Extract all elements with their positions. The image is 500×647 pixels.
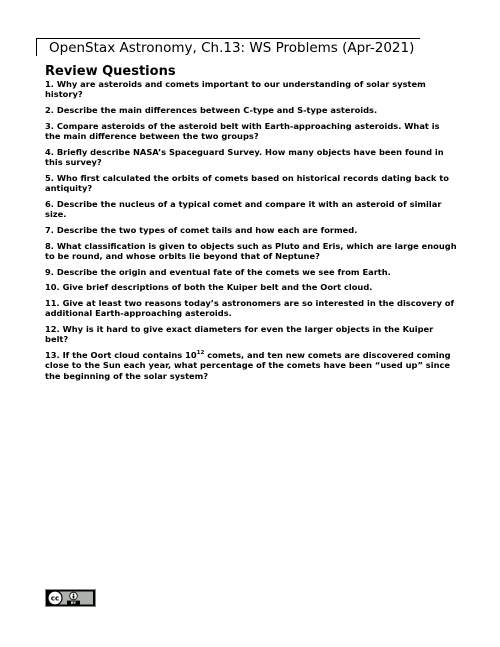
question-3: 3. Compare asteroids of the asteroid belt with Earth-approaching asteroids. What is the main difference between the two groups?	[45, 120, 440, 141]
cc-by-label: BY	[70, 601, 77, 605]
question-9: 9. Describe the origin and eventual fate of the comets we see from Earth.	[45, 266, 391, 277]
question-2: 2. Describe the main differences between C-type and S-type asteroids.	[45, 105, 378, 115]
question-13-text-start: 13. If the Oort cloud contains 10	[45, 350, 197, 361]
question-1: 1. Why are asteroids and comets important to our understanding of solar system history?	[45, 79, 426, 100]
question-5: 5. Who first calculated the orbits of comets based on historical records dating back to antiquity?	[45, 172, 449, 193]
question-10: 10. Give brief descriptions of both the Kuiper belt and the Oort cloud.	[45, 282, 373, 293]
question-13-exponent: 12	[196, 350, 205, 357]
cc-letters: cc	[50, 594, 60, 603]
question-6: 6. Describe the nucleus of a typical comet and compare it with an asteroid of similar size.	[45, 198, 442, 219]
question-13-text-end: comets, and ten new comets are discovered coming close to the Sun each year, what percentage of the comets have been “used up” since the beginning of the solar system?	[45, 350, 451, 381]
question-4: 4. Briefly describe NASA’s Spaceguard Survey. How many objects have been found in this survey?	[45, 146, 444, 167]
section-heading: Review Questions	[45, 64, 176, 79]
header-bar	[36, 38, 420, 56]
cc-by-license-badge[interactable]	[45, 589, 96, 607]
question-7: 7. Describe the two types of comet tails and how each are formed.	[45, 224, 358, 235]
question-13	[45, 350, 457, 381]
question-12: 12. Why is it hard to give exact diameters for even the larger objects in the Kuiper belt?	[45, 324, 434, 345]
cc-by-icon	[46, 590, 95, 606]
document-title: OpenStax Astronomy, Ch.13: WS Problems (Apr-2021)	[49, 40, 415, 56]
review-questions-list	[45, 79, 457, 386]
question-11: 11. Give at least two reasons today’s astronomers are so interested in the discovery of additional Earth-approaching asteroids.	[45, 298, 455, 319]
question-8: 8. What classification is given to objects such as Pluto and Eris, which are large enough to be round, and whose orbits lie beyond that of Neptune?	[45, 240, 457, 261]
